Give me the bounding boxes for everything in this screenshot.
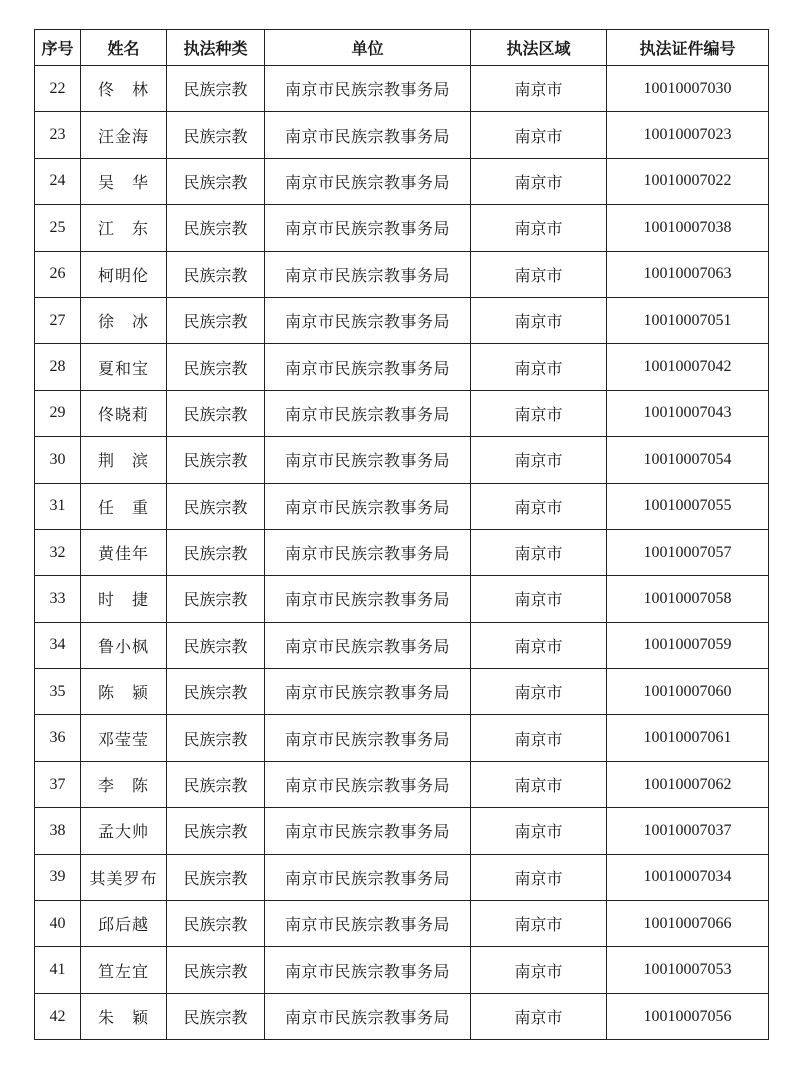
serial-number-cell: 25: [35, 205, 81, 251]
name-cell: 邱后越: [81, 901, 167, 947]
table-row: [35, 854, 769, 900]
enforcement-type-cell: 民族宗教: [167, 205, 265, 251]
unit-cell: 南京市民族宗教事务局: [265, 437, 471, 483]
table-row: [35, 205, 769, 251]
header-serial-number: 序号: [35, 30, 81, 66]
enforcement-area-cell: 南京市: [471, 437, 607, 483]
name-cell: 汪金海: [81, 112, 167, 158]
enforcement-type-cell: 民族宗教: [167, 437, 265, 483]
enforcement-area-cell: 南京市: [471, 344, 607, 390]
name-cell: 柯明伦: [81, 251, 167, 297]
certificate-number-cell: 10010007030: [607, 66, 769, 112]
enforcement-type-cell: 民族宗教: [167, 297, 265, 343]
table-row: [35, 669, 769, 715]
enforcement-area-cell: 南京市: [471, 251, 607, 297]
name-cell: 时 捷: [81, 576, 167, 622]
enforcement-area-cell: 南京市: [471, 66, 607, 112]
table-row: [35, 715, 769, 761]
certificate-number-cell: 10010007061: [607, 715, 769, 761]
table-row: [35, 112, 769, 158]
enforcement-area-cell: 南京市: [471, 901, 607, 947]
name-cell: 江 东: [81, 205, 167, 251]
enforcement-type-cell: 民族宗教: [167, 715, 265, 761]
certificate-number-cell: 10010007037: [607, 808, 769, 854]
certificate-number-cell: 10010007056: [607, 993, 769, 1039]
name-cell: 荆 滨: [81, 437, 167, 483]
serial-number-cell: 42: [35, 993, 81, 1039]
enforcement-area-cell: 南京市: [471, 529, 607, 575]
certificate-number-cell: 10010007022: [607, 158, 769, 204]
name-cell: 黄佳年: [81, 529, 167, 575]
name-cell: 佟晓莉: [81, 390, 167, 436]
serial-number-cell: 33: [35, 576, 81, 622]
serial-number-cell: 41: [35, 947, 81, 993]
serial-number-cell: 31: [35, 483, 81, 529]
certificate-number-cell: 10010007051: [607, 297, 769, 343]
header-enforcement-type: 执法种类: [167, 30, 265, 66]
serial-number-cell: 34: [35, 622, 81, 668]
serial-number-cell: 40: [35, 901, 81, 947]
unit-cell: 南京市民族宗教事务局: [265, 576, 471, 622]
unit-cell: 南京市民族宗教事务局: [265, 669, 471, 715]
enforcement-area-cell: 南京市: [471, 854, 607, 900]
unit-cell: 南京市民族宗教事务局: [265, 715, 471, 761]
enforcement-area-cell: 南京市: [471, 390, 607, 436]
enforcement-area-cell: 南京市: [471, 715, 607, 761]
enforcement-type-cell: 民族宗教: [167, 344, 265, 390]
serial-number-cell: 39: [35, 854, 81, 900]
enforcement-type-cell: 民族宗教: [167, 993, 265, 1039]
enforcement-area-cell: 南京市: [471, 761, 607, 807]
unit-cell: 南京市民族宗教事务局: [265, 529, 471, 575]
table-row: [35, 158, 769, 204]
serial-number-cell: 23: [35, 112, 81, 158]
enforcement-type-cell: 民族宗教: [167, 576, 265, 622]
header-unit: 单位: [265, 30, 471, 66]
unit-cell: 南京市民族宗教事务局: [265, 251, 471, 297]
enforcement-area-cell: 南京市: [471, 483, 607, 529]
header-name: 姓名: [81, 30, 167, 66]
serial-number-cell: 32: [35, 529, 81, 575]
certificate-number-cell: 10010007043: [607, 390, 769, 436]
unit-cell: 南京市民族宗教事务局: [265, 854, 471, 900]
table-row: [35, 808, 769, 854]
enforcement-type-cell: 民族宗教: [167, 669, 265, 715]
header-enforcement-area: 执法区域: [471, 30, 607, 66]
table-row: [35, 576, 769, 622]
name-cell: 陈 颍: [81, 669, 167, 715]
name-cell: 朱 颖: [81, 993, 167, 1039]
name-cell: 佟 林: [81, 66, 167, 112]
serial-number-cell: 22: [35, 66, 81, 112]
enforcement-type-cell: 民族宗教: [167, 158, 265, 204]
certificate-number-cell: 10010007034: [607, 854, 769, 900]
table-body: [35, 66, 769, 1040]
unit-cell: 南京市民族宗教事务局: [265, 993, 471, 1039]
header-certificate-number: 执法证件编号: [607, 30, 769, 66]
name-cell: 李 陈: [81, 761, 167, 807]
certificate-number-cell: 10010007063: [607, 251, 769, 297]
name-cell: 夏和宝: [81, 344, 167, 390]
table-row: [35, 297, 769, 343]
table-row: [35, 529, 769, 575]
name-cell: 吴 华: [81, 158, 167, 204]
enforcement-type-cell: 民族宗教: [167, 529, 265, 575]
unit-cell: 南京市民族宗教事务局: [265, 390, 471, 436]
serial-number-cell: 30: [35, 437, 81, 483]
enforcement-type-cell: 民族宗教: [167, 251, 265, 297]
enforcement-type-cell: 民族宗教: [167, 66, 265, 112]
enforcement-area-cell: 南京市: [471, 622, 607, 668]
unit-cell: 南京市民族宗教事务局: [265, 205, 471, 251]
certificate-number-cell: 10010007042: [607, 344, 769, 390]
serial-number-cell: 29: [35, 390, 81, 436]
serial-number-cell: 36: [35, 715, 81, 761]
serial-number-cell: 37: [35, 761, 81, 807]
serial-number-cell: 24: [35, 158, 81, 204]
name-cell: 徐 冰: [81, 297, 167, 343]
enforcement-type-cell: 民族宗教: [167, 854, 265, 900]
unit-cell: 南京市民族宗教事务局: [265, 901, 471, 947]
table-row: [35, 947, 769, 993]
unit-cell: 南京市民族宗教事务局: [265, 297, 471, 343]
enforcement-type-cell: 民族宗教: [167, 483, 265, 529]
unit-cell: 南京市民族宗教事务局: [265, 344, 471, 390]
enforcement-type-cell: 民族宗教: [167, 390, 265, 436]
enforcement-area-cell: 南京市: [471, 947, 607, 993]
table-row: [35, 993, 769, 1039]
unit-cell: 南京市民族宗教事务局: [265, 622, 471, 668]
unit-cell: 南京市民族宗教事务局: [265, 947, 471, 993]
enforcement-area-cell: 南京市: [471, 112, 607, 158]
certificate-number-cell: 10010007060: [607, 669, 769, 715]
enforcement-area-cell: 南京市: [471, 576, 607, 622]
certificate-number-cell: 10010007058: [607, 576, 769, 622]
enforcement-area-cell: 南京市: [471, 993, 607, 1039]
name-cell: 笪左宜: [81, 947, 167, 993]
serial-number-cell: 38: [35, 808, 81, 854]
certificate-number-cell: 10010007023: [607, 112, 769, 158]
enforcement-area-cell: 南京市: [471, 205, 607, 251]
enforcement-area-cell: 南京市: [471, 808, 607, 854]
unit-cell: 南京市民族宗教事务局: [265, 66, 471, 112]
serial-number-cell: 28: [35, 344, 81, 390]
unit-cell: 南京市民族宗教事务局: [265, 158, 471, 204]
table-row: [35, 483, 769, 529]
table-header-row: [35, 30, 769, 66]
enforcement-area-cell: 南京市: [471, 158, 607, 204]
enforcement-type-cell: 民族宗教: [167, 901, 265, 947]
unit-cell: 南京市民族宗教事务局: [265, 808, 471, 854]
name-cell: 鲁小枫: [81, 622, 167, 668]
table-row: [35, 344, 769, 390]
certificate-number-cell: 10010007055: [607, 483, 769, 529]
name-cell: 邓莹莹: [81, 715, 167, 761]
unit-cell: 南京市民族宗教事务局: [265, 483, 471, 529]
table-row: [35, 437, 769, 483]
certificate-number-cell: 10010007066: [607, 901, 769, 947]
name-cell: 孟大帅: [81, 808, 167, 854]
table-row: [35, 251, 769, 297]
enforcement-type-cell: 民族宗教: [167, 808, 265, 854]
certificate-number-cell: 10010007062: [607, 761, 769, 807]
name-cell: 任 重: [81, 483, 167, 529]
enforcement-type-cell: 民族宗教: [167, 947, 265, 993]
table-row: [35, 622, 769, 668]
certificate-number-cell: 10010007053: [607, 947, 769, 993]
table-row: [35, 66, 769, 112]
table-row: [35, 761, 769, 807]
serial-number-cell: 26: [35, 251, 81, 297]
certificate-number-cell: 10010007038: [607, 205, 769, 251]
certificate-number-cell: 10010007057: [607, 529, 769, 575]
enforcement-type-cell: 民族宗教: [167, 112, 265, 158]
unit-cell: 南京市民族宗教事务局: [265, 761, 471, 807]
name-cell: 其美罗布: [81, 854, 167, 900]
certificate-number-cell: 10010007054: [607, 437, 769, 483]
serial-number-cell: 27: [35, 297, 81, 343]
enforcement-type-cell: 民族宗教: [167, 761, 265, 807]
serial-number-cell: 35: [35, 669, 81, 715]
table-row: [35, 901, 769, 947]
enforcement-type-cell: 民族宗教: [167, 622, 265, 668]
certificate-number-cell: 10010007059: [607, 622, 769, 668]
enforcement-area-cell: 南京市: [471, 669, 607, 715]
enforcement-area-cell: 南京市: [471, 297, 607, 343]
enforcement-officer-table: [34, 29, 769, 1040]
unit-cell: 南京市民族宗教事务局: [265, 112, 471, 158]
table-row: [35, 390, 769, 436]
